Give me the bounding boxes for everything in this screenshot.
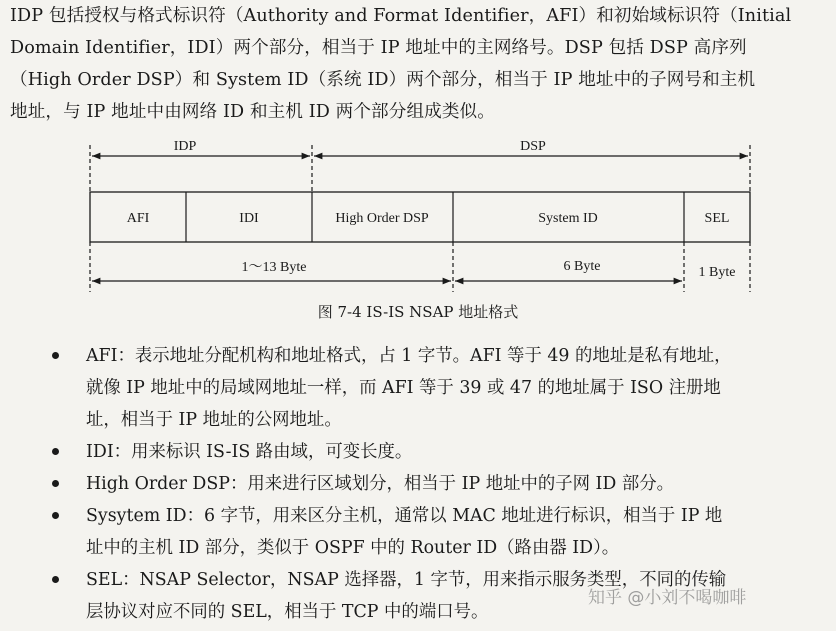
bullet-line: SEL：NSAP Selector，NSAP 选择器，1 字节，用来指示服务类型，不同的传输 bbox=[86, 570, 727, 590]
field-system-id: System ID bbox=[538, 211, 598, 226]
size-system-id: 6 Byte bbox=[563, 259, 601, 274]
bullet-line: 层协议对应不同的 SEL，相当于 TCP 中的端口号。 bbox=[86, 602, 489, 622]
paragraph-line: Domain Identifier，IDI）两个部分，相当于 IP 地址中的主网络号。DSP 包括 DSP 高序列 bbox=[10, 38, 747, 58]
bullet-line: AFI：表示地址分配机构和地址格式，占 1 字节。AFI 等于 49 的地址是私有地址， bbox=[86, 346, 732, 366]
bullet-idi bbox=[56, 436, 831, 468]
figure-caption: 图 7-4 IS-IS NSAP 地址格式 bbox=[317, 303, 519, 321]
bullet-dot bbox=[52, 512, 59, 519]
field-sel: SEL bbox=[704, 211, 730, 226]
size-idp-and-high-order: 1～13 Byte bbox=[241, 260, 307, 275]
watermark: 知乎 @小刘不喝咖啡 bbox=[588, 588, 747, 608]
bullet-high-order-dsp bbox=[56, 468, 831, 500]
bullet-line: High Order DSP：用来进行区域划分，相当于 IP 地址中的子网 ID 部分。 bbox=[86, 474, 675, 494]
size-sel: 1 Byte bbox=[698, 265, 736, 280]
field-afi: AFI bbox=[126, 211, 150, 226]
nsap-format-diagram bbox=[0, 0, 836, 300]
paragraph-line: 地址，与 IP 地址中由网络 ID 和主机 ID 两个部分组成类似。 bbox=[10, 102, 495, 122]
bullet-dot bbox=[52, 352, 59, 359]
dsp-label: DSP bbox=[520, 139, 546, 154]
bottom-span-lines bbox=[90, 242, 750, 292]
paragraph-line: IDP 包括授权与格式标识符（Authority and Format Identifier，AFI）和初始域标识符（Initial bbox=[10, 6, 792, 26]
bullet-line: Sysytem ID：6 字节，用来区分主机，通常以 MAC 地址进行标识，相当于 IP 地 bbox=[86, 506, 723, 526]
paragraph-line: （High Order DSP）和 System ID（系统 ID）两个部分，相当于 IP 地址中的子网号和主机 bbox=[10, 70, 756, 90]
bullet-dot bbox=[52, 448, 59, 455]
bullet-dot bbox=[52, 576, 59, 583]
bullet-line: 就像 IP 地址中的局域网地址一样，而 AFI 等于 39 或 47 的地址属于 ISO 注册地 bbox=[86, 378, 721, 398]
bullet-line: 址中的主机 ID 部分，类似于 OSPF 中的 Router ID（路由器 ID）。 bbox=[86, 538, 620, 558]
bullet-system-id bbox=[56, 500, 831, 564]
bullet-afi bbox=[56, 340, 831, 436]
field-idi: IDI bbox=[239, 211, 259, 226]
field-high-order-dsp: High Order DSP bbox=[335, 211, 429, 226]
bullet-dot bbox=[52, 480, 59, 487]
idp-label: IDP bbox=[173, 139, 197, 154]
bullet-line: IDI：用来标识 IS-IS 路由域，可变长度。 bbox=[86, 442, 413, 462]
bullet-line: 址，相当于 IP 地址的公网地址。 bbox=[86, 410, 342, 430]
